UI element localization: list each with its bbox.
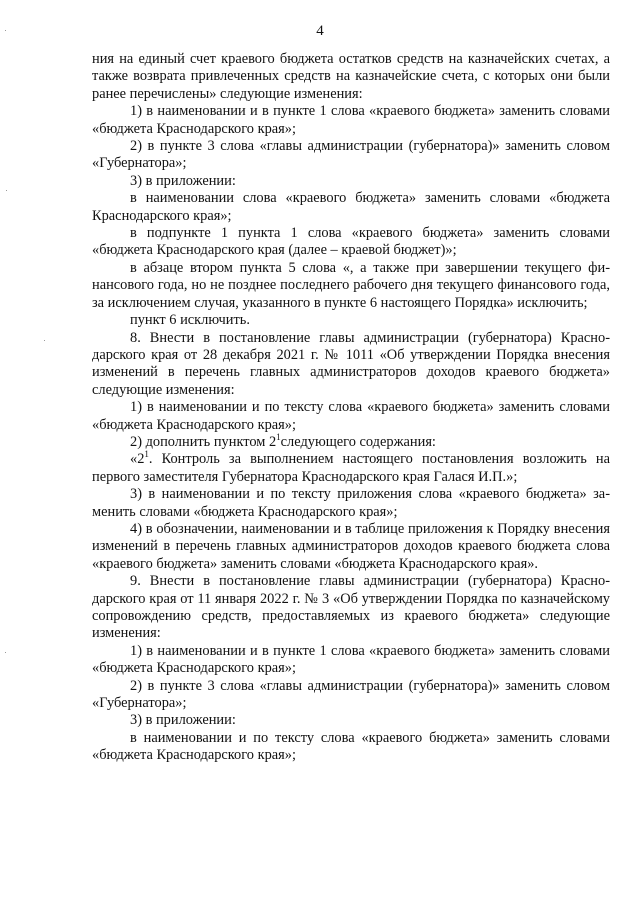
addition-text-tail: следующего содержания: [280,433,436,450]
paragraph: в абзаце втором пункта 5 слова «, а также при завершении текущего финансового года, но не позднее последнего рабочего дня текущего финансового года, за исключением случая, указанного в пункте 6 настоящего Порядка» исключить; [92,259,610,311]
paragraph: в подпункте 1 пункта 1 слова «краевого бюджета» заменить словами «бюджета Краснодарского края (далее – краевой бюджет)»; [92,225,610,259]
paragraph: 2) в пункте 3 слова «главы администрации (губернатора)» заменить словом «Губернатора»; [92,677,610,712]
page-number: 4 [316,23,324,39]
paragraph: в наименовании слова «краевого бюджета» заменить словами «бюджета Краснодарского края»; [92,190,610,224]
paragraph-item-9: 9. Внести в постановление главы администрации (губернатора) Краснодарского края от 11 января 2022 г. № 3 «Об утверждении Порядка по казначейскому сопровождению средств, предоставляемых из краевого бюджета» следующие изменения: [92,573,610,642]
scan-speck [5,652,6,653]
scan-speck [44,340,45,341]
scan-speck [5,30,6,31]
paragraph: 1) в наименовании и в пункте 1 слова «краевого бюджета» заменить словами «бюджета Краснодарского края»; [92,103,610,137]
paragraph: 1) в наименовании и по тексту слова «краевого бюджета» заменить словами «бюджета Краснодарского края»; [92,399,610,433]
quote-text: «2 [130,451,145,468]
addition-superscript: 1 [276,431,281,442]
paragraph: 3) в приложении: [130,172,236,189]
paragraph: 3) в наименовании и по тексту приложения слова «краевого бюджета» заменить словами «бюджета Краснодарского края»; [92,486,610,520]
quote-superscript: 1 [144,449,149,460]
paragraph-item-8: 8. Внести в постановление главы администрации (губернатора) Краснодарского края от 28 декабря 2021 г. № 1011 «Об утверждении Порядка внесения изменений в перечень главных администраторов доходов краевого бюджета» следующие изменения: [92,329,610,398]
addition-text: 2) дополнить пунктом 2 [130,433,277,450]
document-body [92,51,610,765]
paragraph: 2) в пункте 3 слова «главы администрации (губернатора)» заменить словом «Губернатора»; [92,138,610,172]
paragraph: в наименовании и по тексту слова «краевого бюджета» заменить словами «бюджета Краснодарского края»; [92,729,610,764]
paragraph: 4) в обозначении, наименовании и в таблице приложения к Порядку внесения изменений в перечень главных администраторов доходов краевого бюджета слова «краевого бюджета» заменить словами «бюджета Краснодарского края». [92,520,610,572]
paragraph-quote [92,451,610,486]
paragraph: 3) в приложении: [130,712,236,729]
quote-text-tail: . Контроль за выполнением настоящего постановления возложить на первого заместителя Губернатора Краснодарского края Галася И.П.»; [92,451,610,485]
paragraph: 1) в наименовании и в пункте 1 слова «краевого бюджета» заменить словами «бюджета Краснодарского края»; [92,642,610,677]
paragraph: пункт 6 исключить. [130,312,250,329]
scan-speck [6,190,7,191]
paragraph-continuation: ния на единый счет краевого бюджета остатков средств на казначейских счетах, а также возврата привлеченных средств на казначейские счета, с которых они были ранее перечислены» следующие изменения: [92,51,610,102]
paragraph-addition [92,431,610,451]
